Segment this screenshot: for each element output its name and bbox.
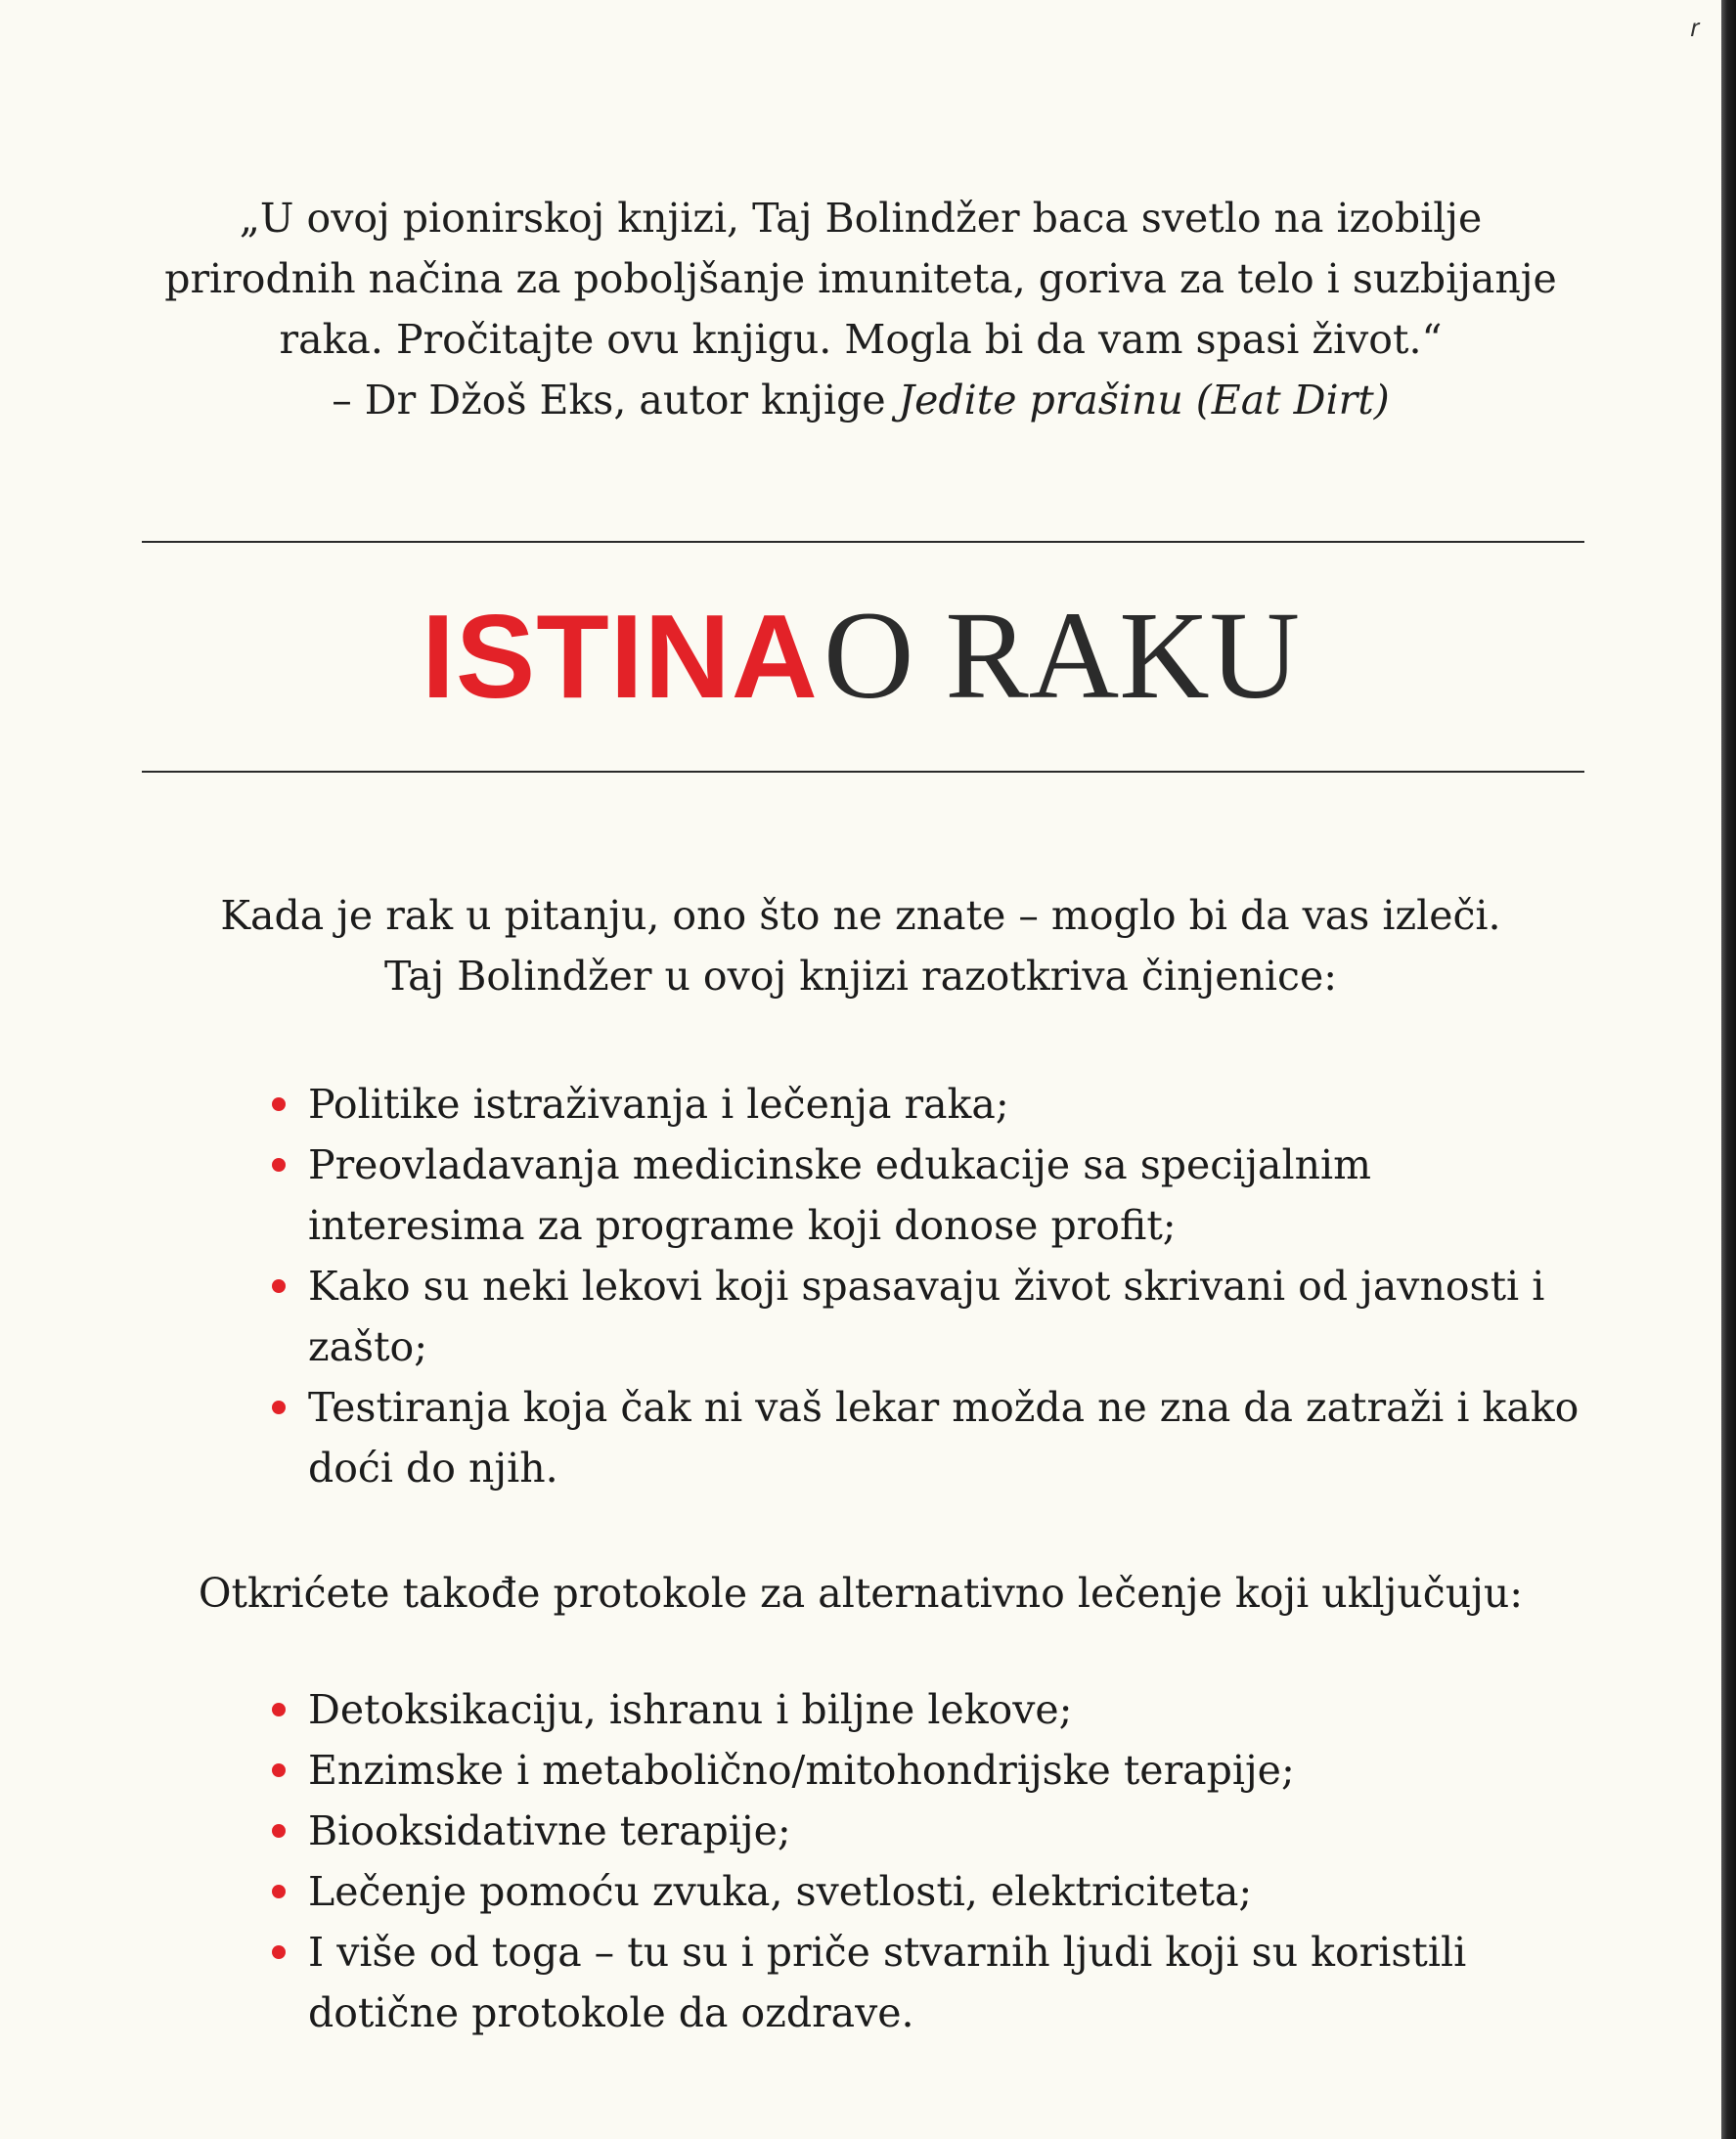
list-item — [308, 1861, 1584, 1922]
protocols-lead: Otkrićete takođe protokole za alternativno lečenje koji uključuju: — [198, 1570, 1524, 1617]
book-title — [0, 587, 1721, 761]
title-word-istina: ISTINA — [421, 590, 819, 723]
quote-line-1: „U ovoj pionirskoj knjizi, Taj Bolindžer baca svetlo na izobilje — [239, 195, 1483, 242]
list-item-text: Detoksikaciju, ishranu i biljne lekove; — [308, 1686, 1073, 1733]
bullet-dot-icon — [272, 1279, 286, 1293]
protocols-list — [308, 1679, 1584, 2043]
divider-bottom — [142, 771, 1584, 773]
bullet-dot-icon — [272, 1158, 286, 1172]
list-item — [308, 1135, 1584, 1256]
list-item-text: Testiranja koja čak ni vaš lekar možda ne zna da zatraži i kako doći do njih. — [308, 1384, 1580, 1492]
list-item-text: Enzimske i metabolično/mitohondrijske terapije; — [308, 1747, 1295, 1794]
bullet-dot-icon — [272, 1885, 286, 1898]
title-words-o-raku: O RAKU — [823, 586, 1301, 725]
bullet-dot-icon — [272, 1703, 286, 1716]
list-item-text: I više od toga – tu su i priče stvarnih ljudi koji su koristili dotične protokole da ozdrave. — [308, 1929, 1467, 2036]
list-item — [308, 1740, 1584, 1801]
list-item — [308, 1256, 1584, 1377]
facts-list — [308, 1074, 1584, 1498]
bullet-dot-icon — [272, 1945, 286, 1959]
list-item-text: Politike istraživanja i lečenja raka; — [308, 1081, 1009, 1128]
attribution-book-title: Jedite prašinu (Eat Dirt) — [898, 377, 1390, 423]
list-item-text: Preovladavanja medicinske edukacije sa specijalnim interesima za programe koji donose profit; — [308, 1141, 1372, 1249]
quote-attribution — [59, 370, 1663, 430]
bullet-dot-icon — [272, 1097, 286, 1111]
list-item — [308, 1074, 1584, 1135]
list-item-text: Kako su neki lekovi koji spasavaju život skrivani od javnosti i zašto; — [308, 1263, 1545, 1370]
bullet-dot-icon — [272, 1824, 286, 1838]
intro-line-1: Kada je rak u pitanju, ono što ne znate – moglo bi da vas izleči. — [220, 892, 1501, 939]
list-item-text: Biooksidativne terapije; — [308, 1807, 791, 1854]
quote-line-2: prirodnih načina za poboljšanje imuniteta, goriva za telo i suzbijanje — [164, 255, 1557, 302]
endorsement-quote — [59, 188, 1663, 430]
quote-line-3: raka. Pročitajte ovu knjigu. Mogla bi da vam spasi život.“ — [279, 316, 1443, 363]
attribution-author: – Dr Džoš Eks, autor knjige — [332, 377, 899, 423]
list-item — [308, 1679, 1584, 1740]
intro-paragraph — [59, 885, 1663, 1006]
bullet-dot-icon — [272, 1763, 286, 1777]
bullet-dot-icon — [272, 1401, 286, 1414]
list-item — [308, 1801, 1584, 1861]
list-item — [308, 1922, 1584, 2043]
list-item-text: Lečenje pomoću zvuka, svetlosti, elektriciteta; — [308, 1868, 1253, 1915]
cover-edge-shadow — [1721, 0, 1736, 2139]
intro-line-2: Taj Bolindžer u ovoj knjizi razotkriva činjenice: — [383, 953, 1338, 1000]
divider-top — [142, 541, 1584, 543]
corner-scan-mark: 𝑟 — [1690, 14, 1700, 43]
list-item — [308, 1377, 1584, 1498]
